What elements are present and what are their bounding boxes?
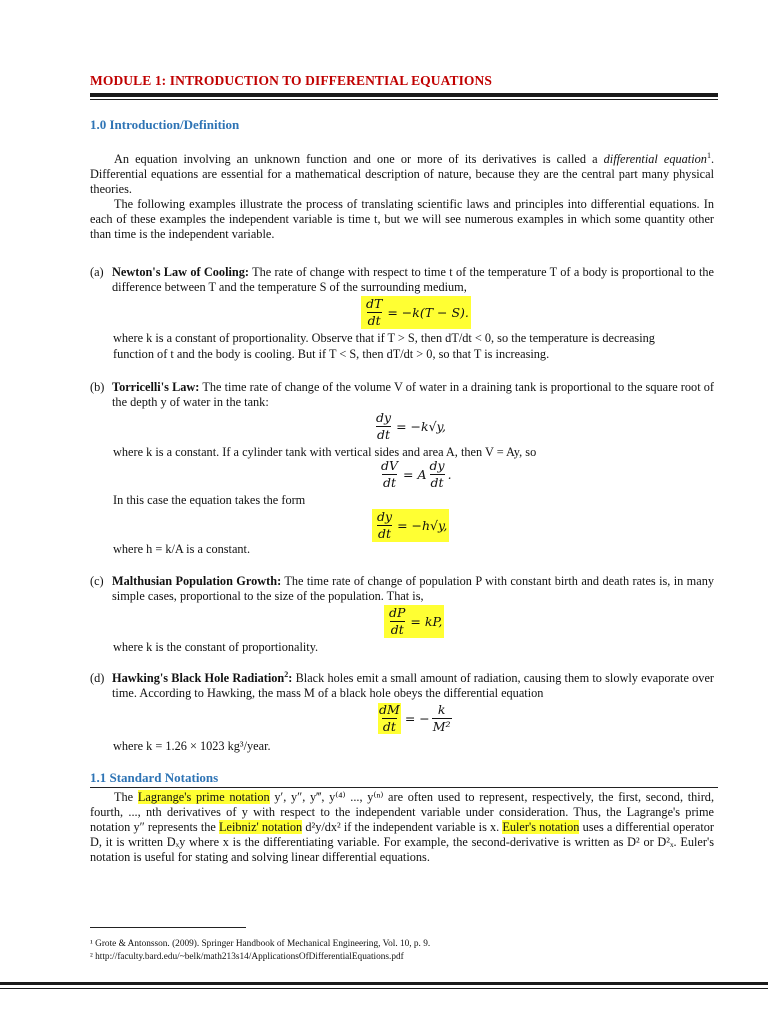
- module-title: MODULE 1: INTRODUCTION TO DIFFERENTIAL EQUATIONS: [90, 73, 492, 88]
- bottom-rule-thin: [0, 988, 768, 989]
- leibniz-highlight: Leibniz' notation: [219, 820, 303, 834]
- torricelli-cylinder-text: where k is a constant. If a cylinder tank with vertical sides and area A, then V = Ay, so: [113, 445, 537, 459]
- example-malthusian-growth: (c) Malthusian Population Growth: The time rate of change of population P with constant birth and death rates is, in many simple cases, proportional to the size of the population. That is,: [90, 574, 715, 603]
- example-title: Malthusian Population Growth:: [112, 574, 282, 588]
- euler-highlight: Euler's notation: [502, 820, 580, 834]
- example-title: Torricelli's Law:: [112, 380, 200, 394]
- footnote-ref-1: 1: [706, 150, 711, 160]
- equation-hawking: $\frac{dM}{dt}$ = − $\frac{k}{\text{M²}}$: [379, 702, 451, 734]
- newton-explanation-1: where k is a constant of proportionality. Observe that if T > S, then dT/dt < 0, so the temperature is decreasing: [113, 331, 655, 345]
- section-heading-intro: 1.0 Introduction/Definition: [90, 117, 240, 132]
- notations-paragraph: The Lagrange's prime notation y′, y″, y‴, y⁽⁴⁾ ..., y⁽ⁿ⁾ are often used to represent, respectively, the first, second, third, fourth, ..., nth derivatives of y with respect to the independent variable under consideration. Thus, the Lagrange's prime notation y″ represents the Leibniz' notation d²y/dx² if the independent variable is x. Euler's notation uses a differential operator D, it is written Dₓy where x is the differentiating variable. For example, the second-derivative is written as D² or D²ₓ. Euler's notation is useful for stating and solving linear differential equations.: [90, 790, 715, 864]
- equation-torricelli-volume: $\frac{dV}{dt}$ = A $\frac{dy}{dt}$ .: [381, 458, 452, 490]
- intro-paragraph-1: An equation involving an unknown function and one or more of its derivatives is called a differential equation$^1$. Differential equations are essential for a mathematical description of nature, because they are the central part many physical theories.: [90, 150, 715, 196]
- intro-paragraphs: [90, 152, 714, 242]
- equation-torricelli-2: $\frac{dy}{dt}$ = −h√y,: [372, 509, 449, 542]
- newton-explanation-2: function of t and the body is cooling. But if T < S, then dT/dt > 0, so that T is increasing.: [113, 347, 550, 361]
- footnote-2: ² http://faculty.bard.edu/~belk/math213s14/ApplicationsOfDifferentialEquations.pdf: [90, 952, 404, 962]
- torricelli-form-text: In this case the equation takes the form: [113, 493, 306, 507]
- equation-malthusian: $\frac{dP}{dt}$ = kP,: [384, 605, 444, 638]
- footnote-1: ¹ Grote & Antonsson. (2009). Springer Handbook of Mechanical Engineering, Vol. 10, p. 9.: [90, 939, 431, 949]
- section-rule: [90, 787, 718, 788]
- footnote-rule: [90, 927, 246, 928]
- hawking-constant-text: where k = 1.26 × 1023 kg³/year.: [113, 739, 271, 753]
- malthusian-constant-text: where k is the constant of proportionality.: [113, 640, 319, 654]
- lagrange-highlight: Lagrange's prime notation: [137, 790, 270, 804]
- equation-torricelli-1: $\frac{dy}{dt}$ = −k√y,: [376, 410, 446, 442]
- example-hawking-radiation: (d) Hawking's Black Hole Radiation$^2$: Black holes emit a small amount of radiation, causing them to slowly evaporate over time. According to Hawking, the mass M of a black hole obeys the differential equation: [90, 669, 714, 700]
- torricelli-constant-text: where h = k/A is a constant.: [113, 542, 251, 556]
- example-torricelli-law: (b) Torricelli's Law: The time rate of change of the volume V of water in a draining tank is proportional to the square root of the depth y of water in the tank:: [90, 380, 714, 409]
- section-heading-notations: 1.1 Standard Notations: [90, 770, 219, 785]
- example-title: Hawking's Black Hole Radiation$^2$:: [112, 669, 293, 685]
- intro-paragraph-2: The following examples illustrate the process of translating scientific laws and principles into differential equations. In each of these examples the independent variable is time t, but we will see numerous examples in which some quantity other than time is the independent variable.: [90, 197, 714, 241]
- example-newton-cooling: (a) Newton's Law of Cooling: The rate of change with respect to time t of the temperature T of a body is proportional to the difference between T and the temperature S of the surrounding medium,: [90, 265, 714, 294]
- bottom-rule-thick: [0, 982, 768, 985]
- title-rule-thick: [90, 93, 718, 97]
- example-title: Newton's Law of Cooling:: [112, 265, 249, 279]
- title-rule-thin: [90, 99, 718, 100]
- equation-newton-cooling: $\frac{dT}{dt}$ = −k(T − S).: [361, 296, 471, 329]
- footnote-ref-2: 2: [284, 669, 289, 679]
